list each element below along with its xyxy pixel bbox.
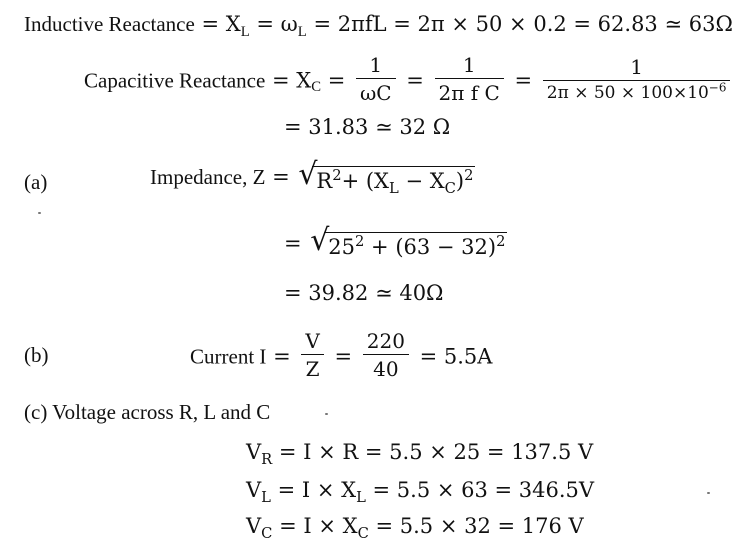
vc-expr2: = 5.5 × 32 = 176 V	[368, 514, 584, 538]
fraction-1-over-2pi-f-c	[435, 54, 504, 104]
vl-xl-sub: L	[356, 489, 366, 507]
frac3-numerator: 1	[543, 56, 731, 81]
capacitive-expr-part1: = X	[265, 68, 312, 93]
step2-mid: + (63 − 32)	[364, 235, 497, 259]
current-label: Current I	[190, 344, 267, 369]
sqrt-icon: √	[310, 223, 330, 258]
capacitive-result: = 31.83 ≃ 32 Ω	[284, 115, 451, 139]
impedance-result-line	[284, 283, 443, 304]
frac1-numerator: 1	[356, 54, 396, 79]
frac3-denominator-exponent: −6	[708, 80, 727, 95]
capacitive-eq1: =	[321, 68, 352, 93]
vl-symbol: V	[246, 478, 262, 502]
fraction-220-over-40	[363, 330, 409, 380]
scan-speck	[38, 212, 41, 214]
current-frac2-den: 40	[373, 357, 399, 381]
part-a-marker: (a)	[24, 170, 48, 194]
vc-symbol: V	[246, 514, 262, 538]
inductive-expr-part2: = ω	[249, 12, 298, 36]
impedance-step2-eq: =	[284, 231, 309, 256]
impedance-line	[150, 157, 475, 198]
capacitive-eq2: =	[399, 68, 431, 93]
step2-base: 25	[328, 235, 356, 259]
vr-expr: = I × R = 5.5 × 25 = 137.5 V	[272, 440, 594, 464]
vl-expr: = I × X	[270, 478, 357, 502]
impedance-radicand	[312, 166, 475, 198]
voltage-l-line	[246, 478, 595, 507]
impedance-step2-radicand	[324, 232, 507, 258]
part-b-marker: (b)	[24, 343, 49, 367]
fraction-1-over-omega-c	[356, 54, 396, 104]
impedance-sqrt	[298, 157, 475, 198]
radicand-xl-sub: L	[389, 180, 399, 198]
impedance-label: Impedance, Z	[150, 164, 266, 189]
frac3-denominator-base: 2π × 50 × 100×10	[546, 82, 709, 103]
capacitive-reactance-line	[84, 53, 734, 106]
inductive-reactance-line	[24, 12, 733, 41]
frac2-numerator: 1	[435, 54, 504, 79]
current-frac1-den: Z	[305, 357, 320, 381]
vc-xc-sub: C	[357, 525, 369, 543]
voltage-r-line	[246, 440, 594, 469]
current-line	[190, 329, 493, 382]
radicand-outer-exp: 2	[464, 166, 474, 184]
vc-expr: = I × X	[272, 514, 358, 538]
frac2-denominator: 2π f C	[438, 81, 500, 105]
step2-outer-exp: 2	[496, 232, 506, 250]
current-frac2-num: 220	[363, 330, 409, 355]
vr-symbol: V	[246, 440, 262, 464]
voltage-c-line	[246, 514, 584, 543]
current-frac1-num: V	[301, 330, 323, 355]
current-result: = 5.5A	[412, 344, 493, 369]
capacitive-eq3: =	[507, 68, 539, 93]
impedance-step2-sqrt	[310, 223, 507, 259]
inductive-expr-part1: = X	[194, 12, 241, 36]
radicand-xc-sub: C	[444, 180, 456, 198]
frac1-denominator: ωC	[359, 81, 392, 105]
fraction-v-over-z	[301, 330, 323, 380]
capacitive-reactance-label: Capacitive Reactance	[84, 68, 266, 93]
current-eq2: =	[327, 344, 359, 369]
impedance-step2-line	[284, 223, 507, 259]
frac3-denominator	[543, 81, 731, 103]
vl-expr2: = 5.5 × 63 = 346.5V	[365, 478, 595, 502]
scan-speck	[707, 492, 710, 494]
current-eq: =	[266, 344, 298, 369]
impedance-eq: =	[265, 164, 297, 189]
vc-sub: C	[261, 525, 273, 543]
inductive-expr-part3: = 2πfL = 2π × 50 × 0.2 = 62.83 ≃ 63Ω	[306, 12, 733, 36]
sqrt-icon: √	[298, 157, 318, 192]
part-c-heading: (c) Voltage across R, L and C	[24, 400, 271, 424]
vr-sub: R	[261, 451, 273, 469]
vl-sub: L	[261, 489, 271, 507]
radicand-close: )	[455, 169, 465, 193]
fraction-1-over-full-expression	[543, 56, 731, 103]
scan-speck	[325, 413, 328, 415]
radicand-xc: − X	[398, 169, 445, 193]
impedance-result: = 39.82 ≃ 40Ω	[284, 281, 444, 305]
inductive-omega-sub: L	[297, 24, 307, 41]
radicand-r-exp: 2	[332, 166, 342, 184]
radicand-xl: + (X	[341, 169, 389, 193]
radicand-r: R	[316, 169, 333, 193]
capacitive-result-line	[284, 117, 450, 138]
capacitive-sub-c: C	[311, 78, 322, 95]
step2-base-exp: 2	[355, 232, 365, 250]
inductive-sub-l: L	[240, 24, 250, 41]
inductive-reactance-label: Inductive Reactance	[24, 12, 195, 36]
